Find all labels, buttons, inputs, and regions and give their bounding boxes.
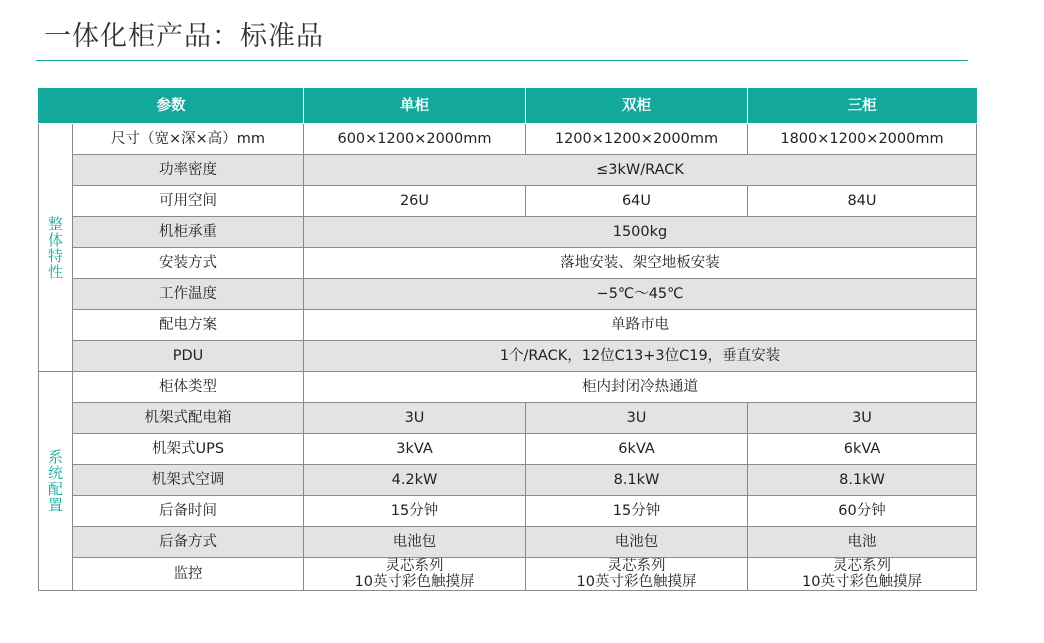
cell-value xyxy=(748,558,977,591)
table-row xyxy=(39,434,977,465)
row-label: 工作温度 xyxy=(73,279,304,310)
monitor-series: 灵芯系列 xyxy=(607,558,666,574)
row-label: 机架式配电箱 xyxy=(73,403,304,434)
cell-value: 3kVA xyxy=(304,434,526,465)
table-row xyxy=(39,310,977,341)
row-label: 功率密度 xyxy=(73,155,304,186)
title-underline xyxy=(36,60,968,61)
cell-value: 600×1200×2000mm xyxy=(304,124,526,155)
cell-value: 柜内封闭冷热通道 xyxy=(304,372,977,403)
monitor-series: 灵芯系列 xyxy=(833,558,891,574)
header-double-cabinet: 双柜 xyxy=(526,89,748,124)
cell-value: 6kVA xyxy=(526,434,748,465)
header-param: 参数 xyxy=(39,89,304,124)
table-row xyxy=(39,558,977,591)
cell-value: 3U xyxy=(304,403,526,434)
table-row xyxy=(39,124,977,155)
cell-value: 60分钟 xyxy=(748,496,977,527)
cell-value: 电池包 xyxy=(526,527,748,558)
cell-value xyxy=(526,558,748,591)
table-row xyxy=(39,186,977,217)
cell-value: 3U xyxy=(526,403,748,434)
table-row xyxy=(39,527,977,558)
cell-value: 1800×1200×2000mm xyxy=(748,124,977,155)
cell-value: 26U xyxy=(304,186,526,217)
table-row xyxy=(39,372,977,403)
monitor-series: 灵芯系列 xyxy=(385,558,444,574)
cell-value: 1个/RACK，12位C13+3位C19，垂直安装 xyxy=(304,341,977,372)
table-row xyxy=(39,496,977,527)
row-label: 后备时间 xyxy=(73,496,304,527)
row-label: 机架式空调 xyxy=(73,465,304,496)
row-label: PDU xyxy=(73,341,304,372)
row-label: 柜体类型 xyxy=(73,372,304,403)
header-triple-cabinet: 三柜 xyxy=(748,89,977,124)
row-label: 监控 xyxy=(73,558,304,591)
monitor-screen: 10英寸彩色触摸屏 xyxy=(354,574,475,590)
cell-value: 1500kg xyxy=(304,217,977,248)
table-row xyxy=(39,155,977,186)
cell-value: 电池包 xyxy=(304,527,526,558)
cell-value: −5℃～45℃ xyxy=(304,279,977,310)
table-row xyxy=(39,279,977,310)
cell-value: 15分钟 xyxy=(526,496,748,527)
row-label: 后备方式 xyxy=(73,527,304,558)
row-label: 机架式UPS xyxy=(73,434,304,465)
cell-value: 6kVA xyxy=(748,434,977,465)
cell-value: 8.1kW xyxy=(526,465,748,496)
cell-value: 4.2kW xyxy=(304,465,526,496)
table-row xyxy=(39,465,977,496)
cell-value: 3U xyxy=(748,403,977,434)
row-label: 可用空间 xyxy=(73,186,304,217)
row-label: 安装方式 xyxy=(73,248,304,279)
cell-value: 电池 xyxy=(748,527,977,558)
row-label: 机柜承重 xyxy=(73,217,304,248)
row-label: 尺寸（宽×深×高）mm xyxy=(73,124,304,155)
row-label: 配电方案 xyxy=(73,310,304,341)
cell-value: 落地安装、架空地板安装 xyxy=(304,248,977,279)
cell-value: ≤3kW/RACK xyxy=(304,155,977,186)
cell-value: 84U xyxy=(748,186,977,217)
cell-value: 15分钟 xyxy=(304,496,526,527)
group-label-system: 系 统 配 置 xyxy=(39,372,73,591)
cell-value xyxy=(304,558,526,591)
group-label-overall: 整 体 特 性 xyxy=(39,124,73,372)
monitor-screen: 10英寸彩色触摸屏 xyxy=(802,574,922,590)
cell-value: 1200×1200×2000mm xyxy=(526,124,748,155)
table-row xyxy=(39,341,977,372)
spec-table xyxy=(38,88,977,591)
cell-value: 8.1kW xyxy=(748,465,977,496)
cell-value: 64U xyxy=(526,186,748,217)
table-header-row xyxy=(39,89,977,124)
page-title: 一体化柜产品：标准品 xyxy=(44,21,324,52)
header-single-cabinet: 单柜 xyxy=(304,89,526,124)
cell-value: 单路市电 xyxy=(304,310,977,341)
monitor-screen: 10英寸彩色触摸屏 xyxy=(576,574,697,590)
table-row xyxy=(39,248,977,279)
table-row xyxy=(39,403,977,434)
table-row xyxy=(39,217,977,248)
